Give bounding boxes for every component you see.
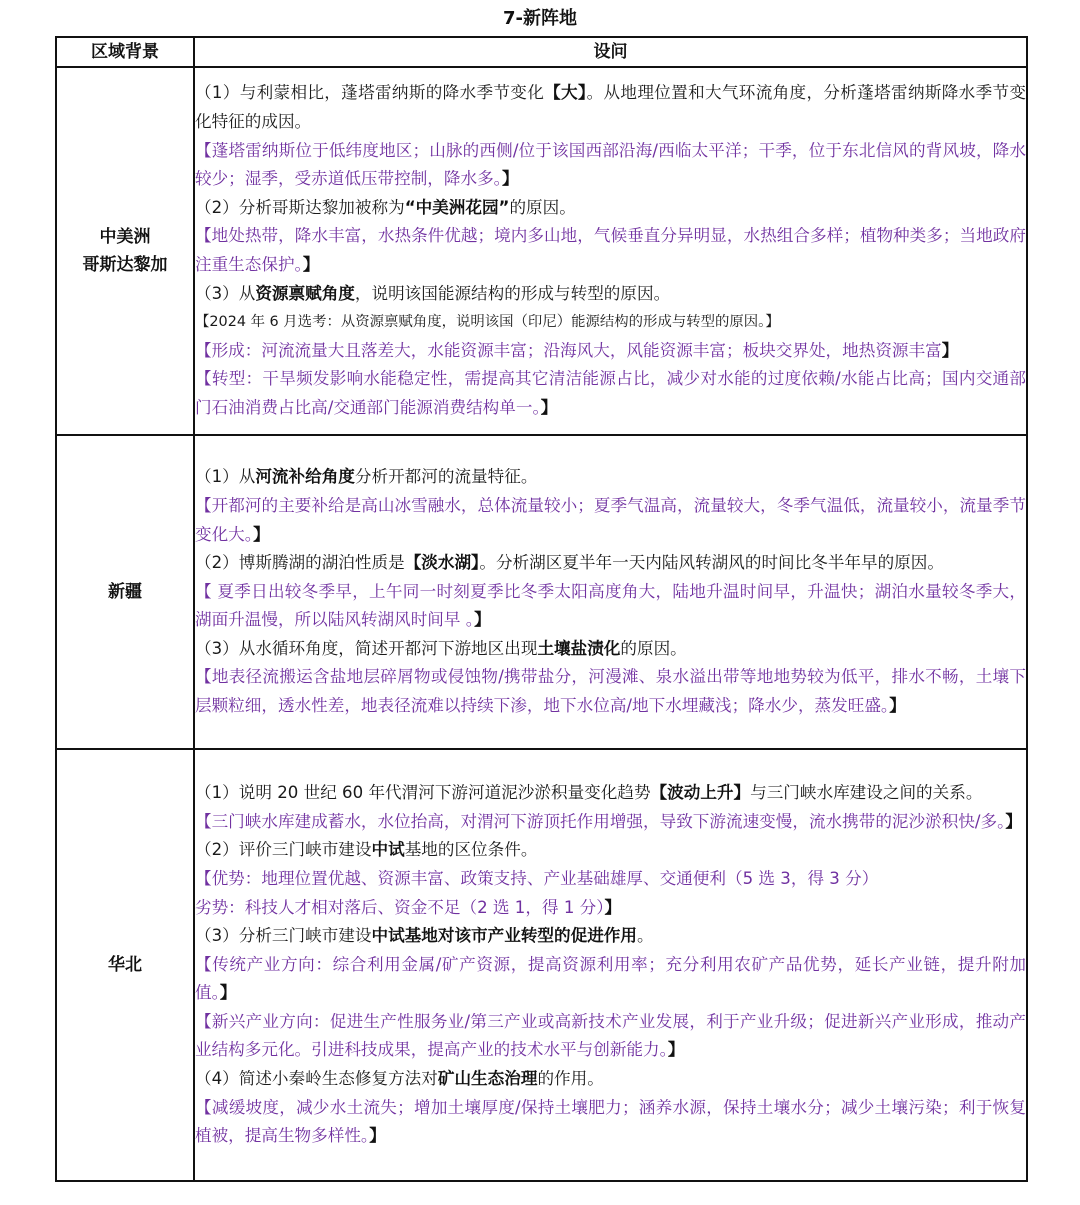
question-text bbox=[195, 1065, 1026, 1094]
question-text bbox=[195, 635, 1026, 664]
question-text bbox=[195, 836, 1026, 865]
text-segment: （2）博斯腾湖的湖泊性质是 bbox=[195, 553, 405, 573]
highlight-text: 土壤盐渍化 bbox=[537, 638, 621, 658]
region-cell bbox=[56, 435, 194, 749]
highlight-text: 河流补给角度 bbox=[255, 467, 355, 487]
text-segment: 分析开都河的流量特征。 bbox=[354, 467, 538, 487]
highlight-text: 】 bbox=[889, 696, 906, 716]
table-row bbox=[56, 749, 1027, 1181]
question-text bbox=[195, 79, 1026, 136]
region-cell bbox=[56, 67, 194, 435]
text-segment: （1）与利蒙相比，蓬塔雷纳斯的降水季节变化 bbox=[195, 83, 545, 103]
question-cell bbox=[194, 435, 1027, 749]
highlight-text: 【大】 bbox=[544, 83, 587, 103]
highlight-text: 】 bbox=[941, 340, 959, 360]
text-segment: 的原因。 bbox=[509, 197, 576, 217]
question-cell bbox=[194, 749, 1027, 1181]
text-segment: 【优势：地理位置优越、资源丰富、政策支持、产业基础雄厚、交通便利（5 选 3，得 3 分） bbox=[195, 868, 879, 888]
question-text bbox=[195, 779, 1026, 808]
answer-text bbox=[195, 951, 1026, 1008]
highlight-text: 中试 bbox=[371, 840, 405, 860]
highlight-text: 】 bbox=[253, 524, 270, 544]
text-segment: （4）简述小秦岭生态修复方法对 bbox=[195, 1069, 438, 1089]
text-segment: （3）从水循环角度，简述开都河下游地区出现 bbox=[195, 638, 538, 658]
text-segment: 的作用。 bbox=[537, 1069, 604, 1089]
header-row bbox=[56, 37, 1027, 67]
text-segment: 【地处热带，降水丰富，水热条件优越；境内多山地，气候垂直分异明显，水热组合多样；植物种类多；当地政府注重生态保护。 bbox=[195, 226, 1026, 274]
exam-note bbox=[195, 308, 1026, 337]
text-segment: 【新兴产业方向：促进生产性服务业/第三产业或高新技术产业发展，利于产业升级；促进新兴产业形成，推动产业结构多元化。引进科技成果，提高产业的技术水平与创新能力。 bbox=[195, 1011, 1026, 1060]
highlight-text: 】 bbox=[219, 983, 237, 1003]
region-label: 新疆 bbox=[108, 582, 142, 602]
question-text bbox=[195, 463, 1026, 492]
text-segment: 【形成：河流流量大且落差大，水能资源丰富；沿海风大，风能资源丰富；板块交界处，地热资源丰富 bbox=[195, 340, 942, 360]
text-segment: 【2024 年 6 月选考：从资源禀赋角度，说明该国（印尼）能源结构的形成与转型的原因。】 bbox=[195, 314, 780, 331]
text-segment: 【 夏季日出较冬季早，上午同一时刻夏季比冬季太阳高度角大，陆地升温时间早，升温快；湖泊水量较冬季大，湖面升温慢，所以陆风转湖风时间早 。 bbox=[195, 581, 1026, 630]
highlight-text: 】 bbox=[474, 610, 491, 630]
answer-text bbox=[195, 578, 1026, 635]
text-segment: 【传统产业方向：综合利用金属/矿产资源，提高资源利用率；充分利用农矿产品优势，延长产业链，提升附加值。 bbox=[195, 954, 1026, 1003]
answer-text bbox=[195, 865, 1026, 894]
text-segment: 的原因。 bbox=[620, 638, 687, 658]
highlight-text: 中试基地对该市产业转型的促进作用 bbox=[371, 926, 637, 946]
header-question: 设问 bbox=[194, 37, 1027, 67]
region-label: 哥斯达黎加 bbox=[82, 255, 168, 275]
highlight-text: 】 bbox=[667, 1040, 685, 1060]
text-segment: 劣势：科技人才相对落后、资金不足（2 选 1，得 1 分） bbox=[195, 897, 605, 917]
text-segment: 基地的区位条件。 bbox=[404, 840, 538, 860]
highlight-text: 】 bbox=[1005, 811, 1022, 831]
text-segment: 与三门峡水库建设之间的关系。 bbox=[750, 783, 983, 803]
answer-text bbox=[195, 137, 1026, 194]
answer-text bbox=[195, 1008, 1026, 1065]
highlight-text: 【淡水湖】 bbox=[404, 553, 480, 573]
text-segment: 【地表径流搬运含盐地层碎屑物或侵蚀物/携带盐分，河漫滩、泉水溢出带等地地势较为低平，排水不畅，土壤下层颗粒细，透水性差，地表径流难以持续下渗，地下水位高/地下水埋藏浅；降水少，蒸发旺盛。 bbox=[195, 667, 1026, 716]
answer-text bbox=[195, 222, 1026, 279]
text-segment: （1）说明 20 世纪 60 年代渭河下游河道泥沙淤积量变化趋势 bbox=[195, 783, 651, 803]
question-cell bbox=[194, 67, 1027, 435]
answer-text bbox=[195, 492, 1026, 549]
text-segment: 【三门峡水库建成蓄水，水位抬高，对渭河下游顶托作用增强，导致下游流速变慢，流水携带的泥沙淤积快/多。 bbox=[195, 811, 1006, 831]
answer-text bbox=[195, 337, 1026, 366]
question-text bbox=[195, 549, 1026, 578]
answer-text bbox=[195, 663, 1026, 720]
highlight-text: 】 bbox=[604, 897, 622, 917]
region-label: 华北 bbox=[108, 955, 142, 975]
region-cell bbox=[56, 749, 194, 1181]
answer-text bbox=[195, 808, 1026, 837]
highlight-text: 】 bbox=[302, 255, 320, 274]
table-row bbox=[56, 67, 1027, 435]
highlight-text: 】 bbox=[369, 1126, 386, 1146]
text-segment: （3）分析三门峡市建设 bbox=[195, 926, 372, 946]
question-table bbox=[55, 36, 1028, 1182]
text-segment: （1）从 bbox=[195, 467, 256, 487]
text-segment: 。分析湖区夏半年一天内陆风转湖风的时间比冬半年早的原因。 bbox=[479, 553, 944, 573]
question-text bbox=[195, 194, 1026, 223]
text-segment: 【转型：干旱频发影响水能稳定性，需提高其它清洁能源占比，减少对水能的过度依赖/水能占比高；国内交通部门石油消费占比高/交通部门能源消费结构单一。 bbox=[195, 369, 1026, 417]
highlight-text: 】 bbox=[501, 169, 519, 189]
header-region: 区域背景 bbox=[56, 37, 194, 67]
question-text bbox=[195, 922, 1026, 951]
answer-text bbox=[195, 365, 1026, 422]
answer-text bbox=[195, 894, 1026, 923]
text-segment: 。从地理位置和大气环流角度，分析蓬塔雷纳斯降水季节变化特征的成因。 bbox=[195, 83, 1027, 132]
text-segment: ，说明该国能源结构的形成与转型的原因。 bbox=[354, 283, 671, 303]
question-text bbox=[195, 280, 1026, 309]
highlight-text: 资源禀赋角度 bbox=[255, 283, 355, 303]
highlight-text: 矿山生态治理 bbox=[437, 1069, 538, 1089]
answer-text bbox=[195, 1094, 1026, 1151]
highlight-text: 【波动上升】 bbox=[650, 783, 751, 803]
table-row bbox=[56, 435, 1027, 749]
text-segment: 。 bbox=[637, 926, 654, 946]
region-label: 中美洲 bbox=[99, 227, 151, 247]
highlight-text: “中美洲花园” bbox=[404, 197, 510, 217]
text-segment: （2）评价三门峡市建设 bbox=[195, 840, 372, 860]
text-segment: 【开都河的主要补给是高山冰雪融水，总体流量较小；夏季气温高，流量较大，冬季气温低，流量较小，流量季节变化大。 bbox=[195, 495, 1026, 544]
text-segment: （3）从 bbox=[195, 283, 256, 303]
text-segment: 【减缓坡度，减少水土流失；增加土壤厚度/保持土壤肥力；涵养水源，保持土壤水分；减少土壤污染；利于恢复植被，提高生物多样性。 bbox=[195, 1097, 1026, 1146]
text-segment: 【蓬塔雷纳斯位于低纬度地区；山脉的西侧/位于该国西部沿海/西临太平洋；干季，位于东北信风的背风坡，降水较少；湿季，受赤道低压带控制，降水多。 bbox=[195, 140, 1026, 189]
highlight-text: 】 bbox=[540, 397, 558, 417]
page-title: 7-新阵地 bbox=[503, 8, 577, 29]
text-segment: （2）分析哥斯达黎加被称为 bbox=[195, 197, 405, 217]
